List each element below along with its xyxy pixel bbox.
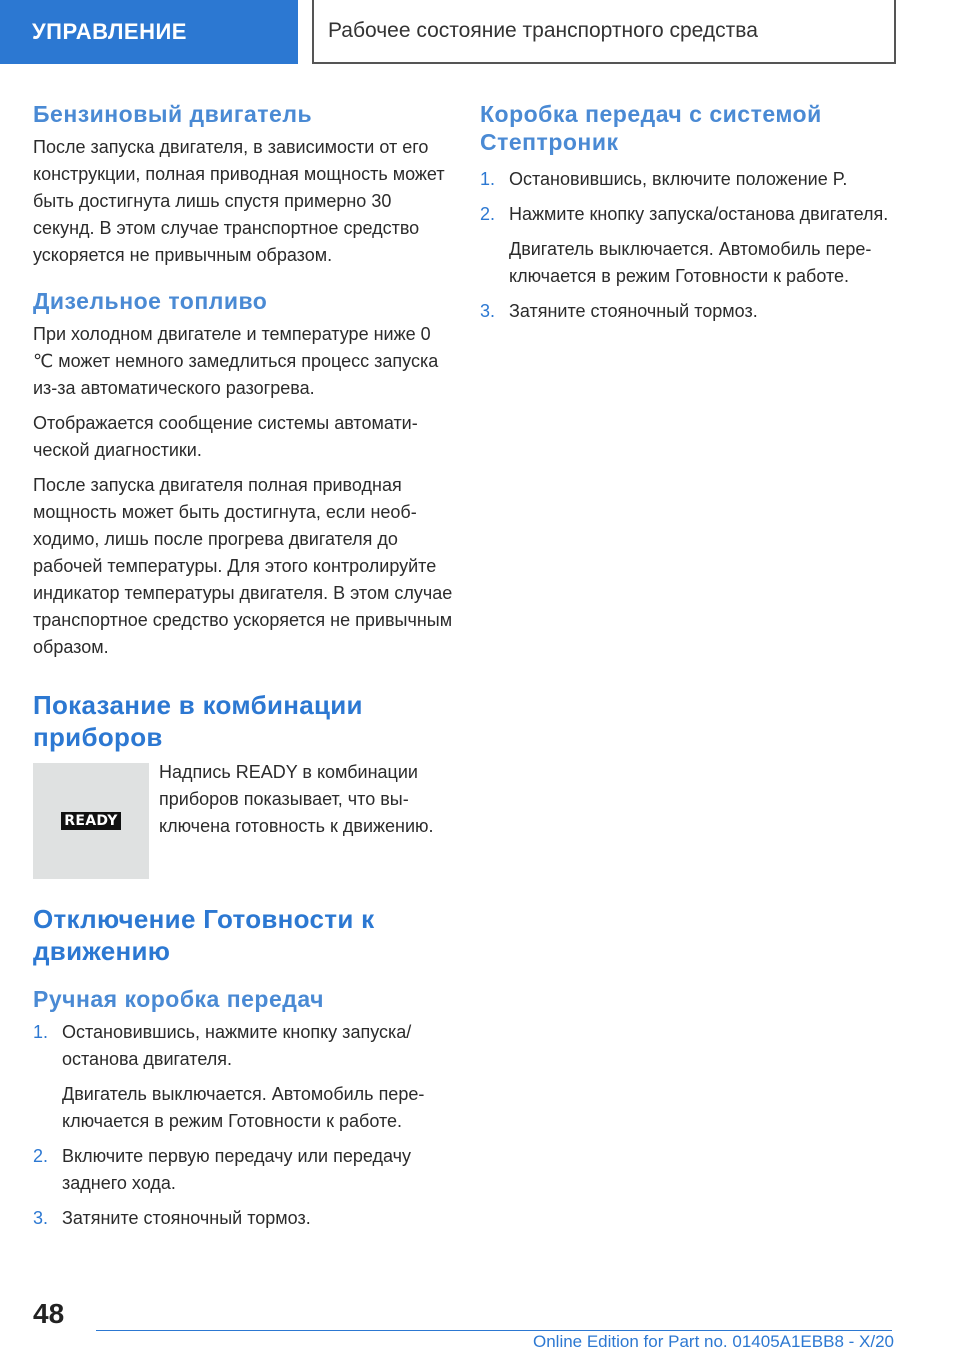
steptronic-steps-list [480,166,905,325]
heading-diesel: Дизельное топливо [33,288,268,314]
step-text: Нажмите кнопку запуска/останова двигателя. [509,204,889,224]
section-instrument-cluster [33,689,453,879]
footer-edition: Online Edition for Part no. 01405A1EBB8 - X/20 [532,1332,894,1351]
step-number: 1. [33,1022,49,1042]
step-text: Остановившись, нажмите кнопку запуска/останова двигателя. [62,1022,412,1069]
ready-indicator-block [33,763,453,879]
heading-manual-gearbox: Ручная коробка передач [33,986,324,1012]
step-number: 2. [480,204,496,224]
page-number: 48 [33,1298,65,1329]
right-column [480,100,905,333]
heading-petrol-engine: Бензиновый двигатель [33,101,313,127]
manual-steps-list [33,1019,453,1232]
section-diesel [33,287,453,661]
left-column [33,100,453,1240]
list-item [33,1019,453,1135]
heading-switch-off-ready: Отключение Готовности к движению [33,904,375,966]
list-item [480,166,905,193]
step-number: 2. [33,1146,49,1166]
list-item [33,1143,453,1197]
step-number: 3. [33,1208,49,1228]
section-switch-off-ready [33,903,453,967]
step-number: 3. [480,301,496,321]
step-text: Остановившись, включите положение P. [509,169,848,189]
step-note: Двигатель выключается. Автомобиль переключается в режим Готовности к работе. [509,239,872,286]
chapter-title: Рабочее состояние транспортного средства [312,0,896,64]
ready-badge: READY [61,812,120,830]
paragraph: Отображается сообщение системы автоматической диагностики. [33,413,418,460]
step-text: Затяните стояночный тормоз. [509,301,758,321]
section-tab: УПРАВЛЕНИЕ [0,0,298,64]
section-petrol-engine [33,100,453,269]
ready-description: Надпись READY в комбинации приборов показывает, что выключена готовность к движению. [159,762,434,836]
heading-instrument-cluster: Показание в комбинации приборов [33,690,363,752]
step-text: Затяните стояночный тормоз. [62,1208,311,1228]
list-item [33,1205,453,1232]
step-number: 1. [480,169,496,189]
ready-indicator-image [33,763,149,879]
list-item [480,201,905,290]
section-steptronic [480,100,905,325]
heading-steptronic: Коробка передач с системой Стептроник [480,101,822,155]
footer-divider [96,1330,892,1331]
paragraph: При холодном двигателе и температуре ниже 0 ℃ может немного замедлиться процесс запуска из-за автоматического разогрева. [33,324,439,398]
step-note: Двигатель выключается. Автомобиль переключается в режим Готовности к работе. [62,1084,425,1131]
step-text: Включите первую передачу или передачу заднего хода. [62,1146,411,1193]
paragraph: После запуска двигателя полная приводная мощность может быть достигнута, если необходимо, лишь после прогрева двигателя до рабочей температуры. Для этого контролируйте индикатор температуры двигателя. В этом случае транспортное средство ускоряется не привычным образом. [33,475,453,657]
list-item [480,298,905,325]
section-manual-gearbox [33,985,453,1232]
paragraph: После запуска двигателя, в зависимости от его конструкции, полная приводная мощность может быть достигнута лишь спустя примерно 30 секунд. В этом случае транспортное средство ускоряется не привычным образом. [33,137,445,265]
